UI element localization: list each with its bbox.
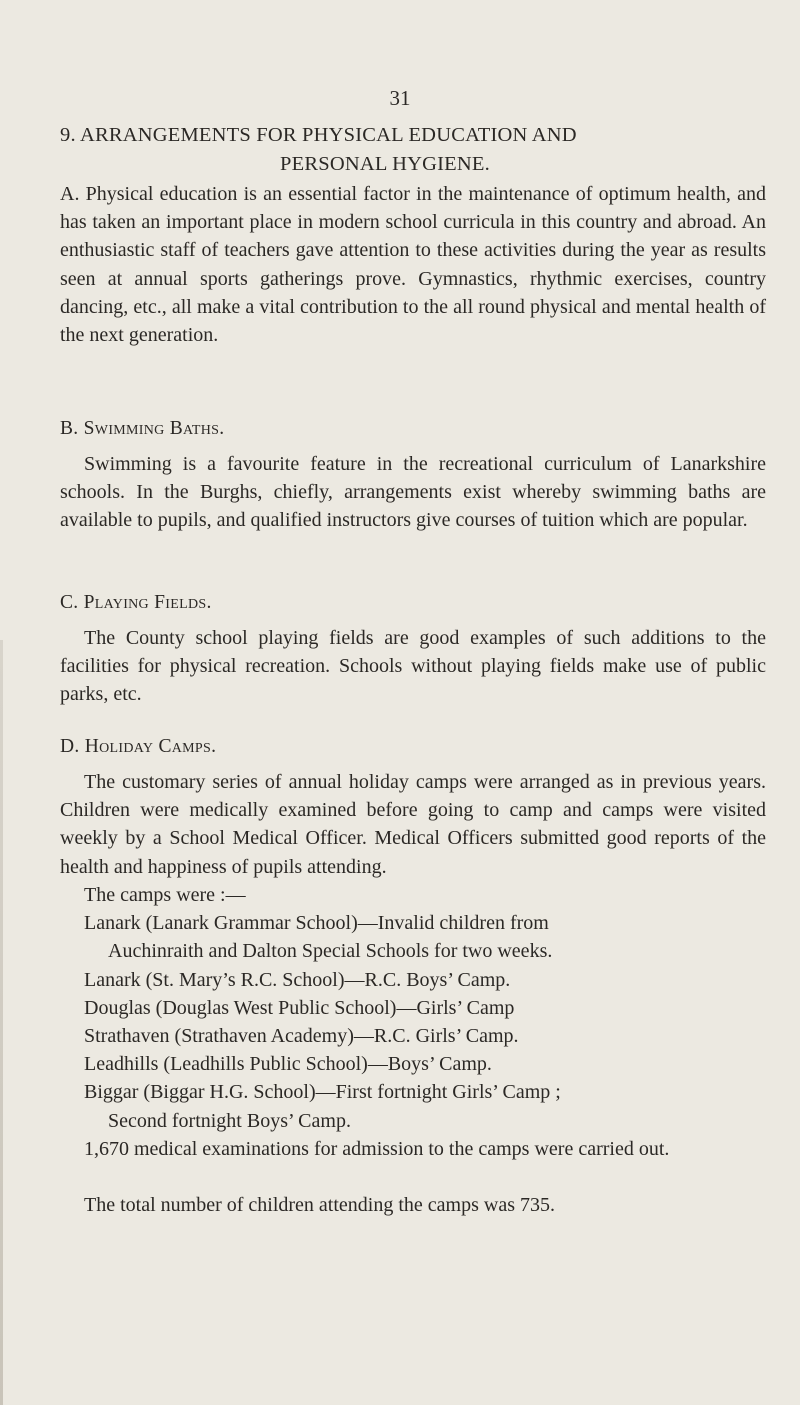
list-item: Leadhills (Leadhills Public School)—Boys’ Camp.	[84, 1053, 492, 1076]
section-b-title: B. Swimming Baths.	[60, 418, 225, 439]
page-edge-shadow	[0, 640, 3, 1405]
section-c-title: C. Playing Fields.	[60, 592, 212, 613]
chapter-heading	[60, 121, 750, 179]
heading-line-2: PERSONAL HYGIENE.	[280, 153, 490, 175]
section-b-paragraph: Swimming is a favourite feature in the recreational curriculum of Lanarkshire schools. In the Burghs, chiefly, arrangements exist whereby swimming baths are available to pupils, and qualified instructors give courses of tuition which are popular.	[60, 453, 766, 532]
list-item: Biggar (Biggar H.G. School)—First fortnight Girls’ Camp ;	[84, 1081, 561, 1104]
section-d-paragraph: The customary series of annual holiday camps were arranged as in previous years. Children were medically examined before going to camp and camps were visited weekly by a School Medical Officer. Medical Officers submitted good reports of the health and happiness of pupils attending.	[60, 771, 766, 878]
page-number: 31	[389, 86, 411, 110]
list-item: Douglas (Douglas West Public School)—Girls’ Camp	[84, 996, 515, 1019]
section-a-paragraph: A. Physical education is an essential factor in the maintenance of optimum health, and has taken an important place in modern school curricula in this country and abroad. An enthusiastic staff of teachers gave attention to these activities during the year as results seen at annual sports gatherings prove. Gymnastics, rhythmic exercises, country dancing, etc., all make a vital contribution to the all round physical and mental health of the next generation.	[60, 183, 766, 347]
list-item: Strathaven (Strathaven Academy)—R.C. Girls’ Camp.	[84, 1025, 519, 1048]
list-item: Lanark (St. Mary’s R.C. School)—R.C. Boys’ Camp.	[84, 968, 511, 991]
examinations-paragraph: 1,670 medical examinations for admission to the camps were carried out.	[84, 1138, 670, 1160]
section-d-title: D. Holiday Camps.	[60, 736, 217, 757]
total-paragraph: The total number of children attending the camps was 735.	[84, 1194, 555, 1216]
list-item: Auchinraith and Dalton Special Schools for two weeks.	[108, 940, 553, 963]
list-item: Second fortnight Boys’ Camp.	[108, 1109, 351, 1132]
list-item: Lanark (Lanark Grammar School)—Invalid children from	[84, 912, 549, 935]
camps-intro: The camps were :—	[84, 884, 246, 906]
camps-list	[60, 881, 766, 1135]
heading-line-1: 9. ARRANGEMENTS FOR PHYSICAL EDUCATION AND	[60, 124, 577, 146]
section-c-paragraph: The County school playing fields are good examples of such additions to the facilities for physical recreation. Schools without playing fields make use of public parks, etc.	[60, 627, 766, 706]
